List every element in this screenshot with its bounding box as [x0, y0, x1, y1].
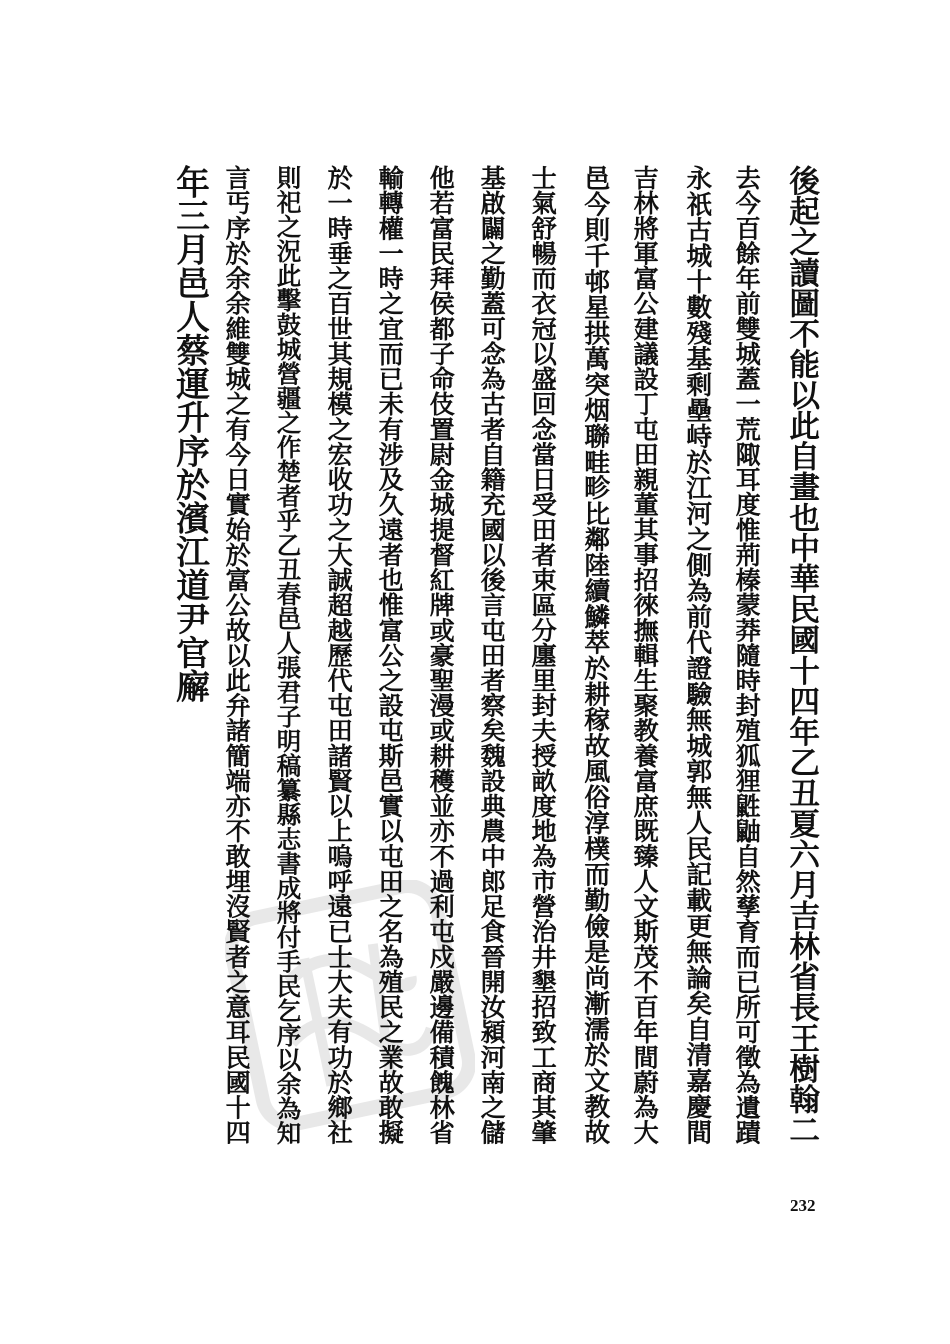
text-column-13: 年三月邑人蔡運升序於濱江道尹官廨 [170, 165, 211, 703]
text-column-5: 邑今則千邨星拱萬突烟聯畦畛比鄰陸續鱗萃於耕稼故風俗淳樸而勤儉是尚漸濡於文教故 [579, 165, 610, 1145]
text-column-9: 輸轉權一時之宜而已未有涉及久遠者也惟富公之設屯斯邑實以屯田之名為殖民之業故敢擬 [375, 165, 406, 1145]
text-column-12: 言丐序於余余維雙城之有今日實始於富公故以此弁諸簡端亦不敢埋沒賢者之意耳民國十四 [222, 165, 253, 1145]
text-column-7: 基啟闢之勤蓋可念為古者自籍充國以後言屯田者察矣魏設典農中郎足食晉開汝潁河南之儲 [477, 165, 508, 1145]
text-column-10: 於一時垂之百世其規模之宏收功之大誠超越歷代屯田諸賢以上嗚呼遠已士大夫有功於鄉社 [324, 165, 355, 1145]
text-column-11: 則祀之況此擊鼓城營疆之作楚者乎乙丑春邑人張君子明稿纂縣志書成將付手民乞序以余為知 [273, 165, 303, 1145]
text-column-8: 他若富民拜侯都子命伎置尉金城提督紅牌或豪聖漫或耕穫並亦不過利屯戍嚴邊備積餽林省 [426, 165, 457, 1145]
text-column-1: 後起之讀圖不能以此自畫也中華民國十四年乙丑夏六月吉林省長王樹翰二 [783, 165, 820, 1145]
page-number: 232 [790, 1196, 816, 1215]
text-column-3: 永祇古城十數殘基剩壘峙於江河之側為前代證驗無城郭無人民記載更無論矣自清嘉慶間 [681, 165, 712, 1145]
text-column-2: 去今百餘年前雙城蓋一荒陬耳度惟荊榛蒙莽隨時封殖狐狸鼪鼬自然孳育而已所可徵為遺蹟 [732, 165, 763, 1145]
text-column-4: 吉林將軍富公建議設丁屯田親董其事招徠撫輯生聚教養富庶既臻人文斯茂不百年間蔚為大 [630, 165, 661, 1145]
text-column-6: 士氣舒暢而衣冠以盛回念當日受田者束區分廛里封夫授畝度地為市營治井墾招致工商其肇 [528, 165, 559, 1145]
